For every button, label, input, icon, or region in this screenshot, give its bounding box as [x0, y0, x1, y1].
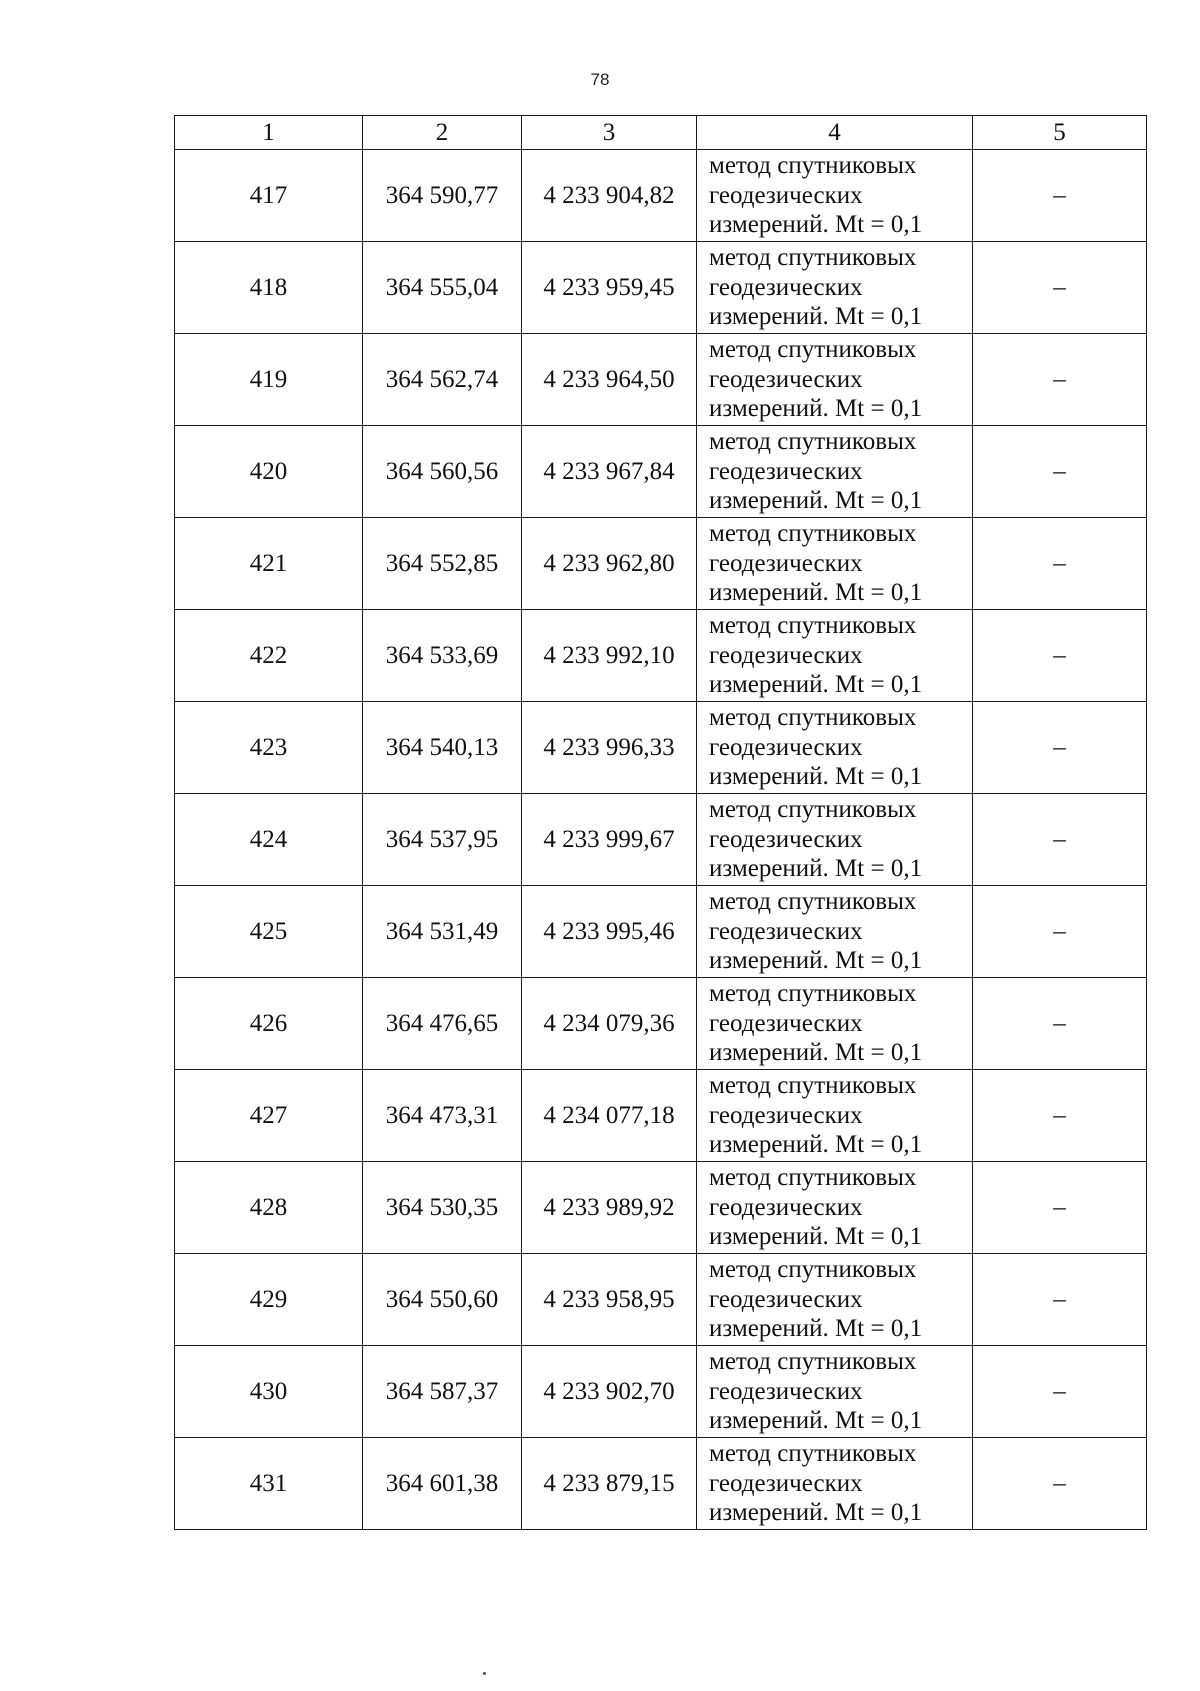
table-row: [175, 242, 1147, 334]
method-line: метод спутниковых: [709, 1348, 917, 1376]
y-coordinate-cell: 4 233 958,95: [522, 1254, 697, 1346]
table-row: [175, 702, 1147, 794]
note-cell: –: [973, 978, 1147, 1070]
method-line: геодезических: [709, 181, 863, 209]
method-line: геодезических: [709, 365, 863, 393]
point-number-cell: 429: [175, 1254, 363, 1346]
method-line: измерений. Mt = 0,1: [709, 303, 923, 331]
method-line: метод спутниковых: [709, 796, 917, 824]
method-cell: [697, 886, 973, 978]
method-line: измерений. Mt = 0,1: [709, 1039, 923, 1067]
method-cell: [697, 1162, 973, 1254]
table-row: [175, 1254, 1147, 1346]
method-line: геодезических: [709, 549, 863, 577]
coordinates-table: [174, 115, 1147, 1530]
x-coordinate-cell: 364 530,35: [363, 1162, 522, 1254]
method-cell: [697, 702, 973, 794]
method-line: измерений. Mt = 0,1: [709, 487, 923, 515]
note-cell: –: [973, 518, 1147, 610]
x-coordinate-cell: 364 550,60: [363, 1254, 522, 1346]
method-cell: [697, 150, 973, 242]
note-cell: –: [973, 1438, 1147, 1530]
note-cell: –: [973, 242, 1147, 334]
x-coordinate-cell: 364 552,85: [363, 518, 522, 610]
method-line: измерений. Mt = 0,1: [709, 947, 923, 975]
x-coordinate-cell: 364 533,69: [363, 610, 522, 702]
method-line: геодезических: [709, 1469, 863, 1497]
note-cell: –: [973, 334, 1147, 426]
method-line: геодезических: [709, 1377, 863, 1405]
point-number-cell: 418: [175, 242, 363, 334]
method-line: измерений. Mt = 0,1: [709, 579, 923, 607]
method-line: метод спутниковых: [709, 1164, 917, 1192]
y-coordinate-cell: 4 233 967,84: [522, 426, 697, 518]
y-coordinate-cell: 4 233 992,10: [522, 610, 697, 702]
x-coordinate-cell: 364 476,65: [363, 978, 522, 1070]
method-line: измерений. Mt = 0,1: [709, 1223, 923, 1251]
point-number-cell: 427: [175, 1070, 363, 1162]
method-line: метод спутниковых: [709, 888, 917, 916]
y-coordinate-cell: 4 233 879,15: [522, 1438, 697, 1530]
method-line: геодезических: [709, 733, 863, 761]
method-line: метод спутниковых: [709, 1072, 917, 1100]
y-coordinate-cell: 4 234 077,18: [522, 1070, 697, 1162]
table-row: [175, 1346, 1147, 1438]
x-coordinate-cell: 364 601,38: [363, 1438, 522, 1530]
note-cell: –: [973, 1254, 1147, 1346]
note-cell: –: [973, 702, 1147, 794]
point-number-cell: 425: [175, 886, 363, 978]
column-header-4: 4: [697, 116, 973, 150]
method-line: метод спутниковых: [709, 336, 917, 364]
table-body: [175, 150, 1147, 1530]
method-line: метод спутниковых: [709, 980, 917, 1008]
method-line: измерений. Mt = 0,1: [709, 1131, 923, 1159]
point-number-cell: 430: [175, 1346, 363, 1438]
y-coordinate-cell: 4 233 904,82: [522, 150, 697, 242]
point-number-cell: 428: [175, 1162, 363, 1254]
method-line: метод спутниковых: [709, 244, 917, 272]
method-line: геодезических: [709, 457, 863, 485]
note-cell: –: [973, 886, 1147, 978]
point-number-cell: 417: [175, 150, 363, 242]
method-line: измерений. Mt = 0,1: [709, 1407, 923, 1435]
method-cell: [697, 1254, 973, 1346]
table-row: [175, 518, 1147, 610]
method-line: измерений. Mt = 0,1: [709, 1315, 923, 1343]
method-line: геодезических: [709, 917, 863, 945]
note-cell: –: [973, 794, 1147, 886]
y-coordinate-cell: 4 233 989,92: [522, 1162, 697, 1254]
y-coordinate-cell: 4 233 964,50: [522, 334, 697, 426]
method-cell: [697, 978, 973, 1070]
method-line: измерений. Mt = 0,1: [709, 211, 923, 239]
method-cell: [697, 242, 973, 334]
y-coordinate-cell: 4 234 079,36: [522, 978, 697, 1070]
method-line: метод спутниковых: [709, 1440, 917, 1468]
table-row: [175, 334, 1147, 426]
table-row: [175, 1070, 1147, 1162]
table-row: [175, 1162, 1147, 1254]
x-coordinate-cell: 364 473,31: [363, 1070, 522, 1162]
y-coordinate-cell: 4 233 902,70: [522, 1346, 697, 1438]
method-line: метод спутниковых: [709, 520, 917, 548]
point-number-cell: 422: [175, 610, 363, 702]
method-line: геодезических: [709, 1009, 863, 1037]
method-line: геодезических: [709, 641, 863, 669]
method-cell: [697, 1346, 973, 1438]
note-cell: –: [973, 1162, 1147, 1254]
method-line: геодезических: [709, 1101, 863, 1129]
method-line: метод спутниковых: [709, 612, 917, 640]
y-coordinate-cell: 4 233 959,45: [522, 242, 697, 334]
x-coordinate-cell: 364 537,95: [363, 794, 522, 886]
point-number-cell: 431: [175, 1438, 363, 1530]
column-header-3: 3: [522, 116, 697, 150]
method-line: измерений. Mt = 0,1: [709, 671, 923, 699]
table-row: [175, 978, 1147, 1070]
table-row: [175, 794, 1147, 886]
method-line: метод спутниковых: [709, 152, 917, 180]
point-number-cell: 421: [175, 518, 363, 610]
method-cell: [697, 334, 973, 426]
point-number-cell: 426: [175, 978, 363, 1070]
y-coordinate-cell: 4 233 962,80: [522, 518, 697, 610]
method-line: геодезических: [709, 1193, 863, 1221]
point-number-cell: 420: [175, 426, 363, 518]
table-row: [175, 1438, 1147, 1530]
scan-dot: [483, 1672, 486, 1675]
table-row: [175, 150, 1147, 242]
table-header-row: [175, 116, 1147, 150]
method-cell: [697, 1438, 973, 1530]
table-row: [175, 886, 1147, 978]
method-line: метод спутниковых: [709, 704, 917, 732]
method-line: измерений. Mt = 0,1: [709, 763, 923, 791]
method-line: геодезических: [709, 1285, 863, 1313]
x-coordinate-cell: 364 531,49: [363, 886, 522, 978]
y-coordinate-cell: 4 233 996,33: [522, 702, 697, 794]
method-line: геодезических: [709, 273, 863, 301]
table-row: [175, 610, 1147, 702]
y-coordinate-cell: 4 233 995,46: [522, 886, 697, 978]
x-coordinate-cell: 364 587,37: [363, 1346, 522, 1438]
method-cell: [697, 610, 973, 702]
column-header-2: 2: [363, 116, 522, 150]
note-cell: –: [973, 610, 1147, 702]
note-cell: –: [973, 1346, 1147, 1438]
x-coordinate-cell: 364 590,77: [363, 150, 522, 242]
method-cell: [697, 518, 973, 610]
x-coordinate-cell: 364 560,56: [363, 426, 522, 518]
page-number: 78: [590, 70, 610, 89]
method-cell: [697, 426, 973, 518]
method-cell: [697, 1070, 973, 1162]
method-cell: [697, 794, 973, 886]
method-line: измерений. Mt = 0,1: [709, 855, 923, 883]
x-coordinate-cell: 364 555,04: [363, 242, 522, 334]
point-number-cell: 419: [175, 334, 363, 426]
column-header-1: 1: [175, 116, 363, 150]
point-number-cell: 423: [175, 702, 363, 794]
method-line: измерений. Mt = 0,1: [709, 1499, 923, 1527]
point-number-cell: 424: [175, 794, 363, 886]
method-line: метод спутниковых: [709, 1256, 917, 1284]
y-coordinate-cell: 4 233 999,67: [522, 794, 697, 886]
note-cell: –: [973, 426, 1147, 518]
method-line: метод спутниковых: [709, 428, 917, 456]
x-coordinate-cell: 364 540,13: [363, 702, 522, 794]
column-header-5: 5: [973, 116, 1147, 150]
x-coordinate-cell: 364 562,74: [363, 334, 522, 426]
method-line: измерений. Mt = 0,1: [709, 395, 923, 423]
method-line: геодезических: [709, 825, 863, 853]
note-cell: –: [973, 1070, 1147, 1162]
table-row: [175, 426, 1147, 518]
note-cell: –: [973, 150, 1147, 242]
